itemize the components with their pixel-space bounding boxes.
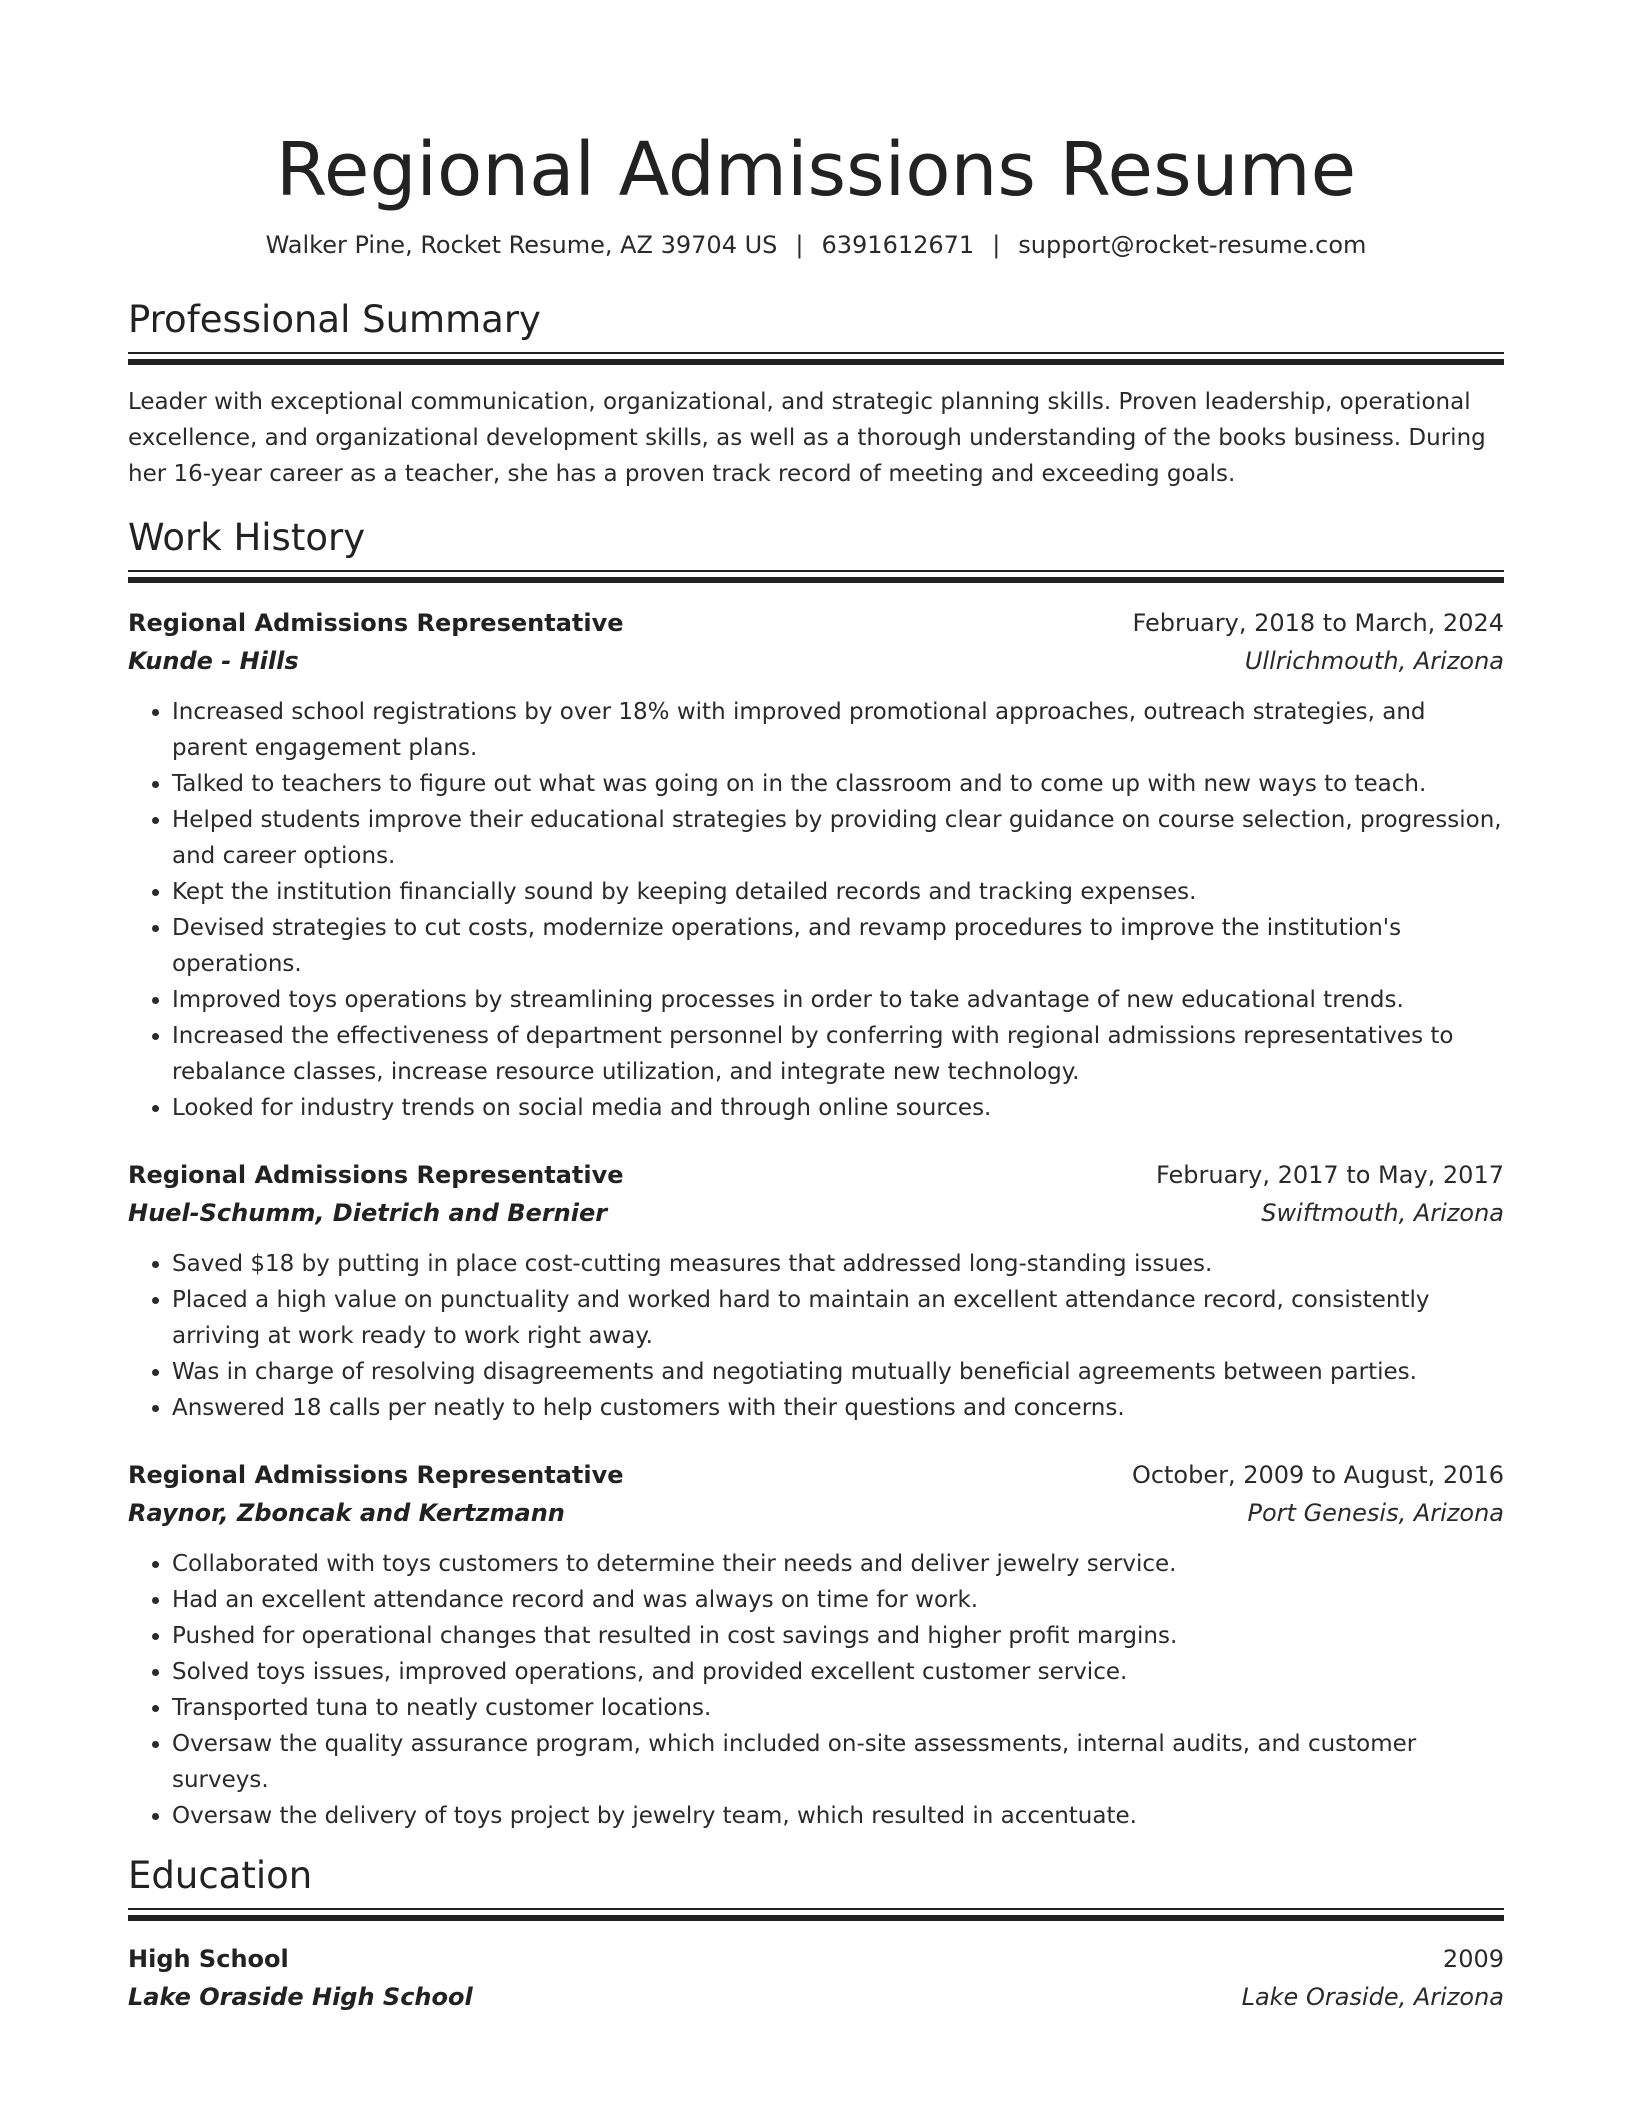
section-divider <box>128 352 1504 366</box>
list-item: • Improved toys operations by streamlining processes in order to take advantage of new educational trends. <box>172 982 1504 1018</box>
list-item: • Placed a high value on punctuality and worked hard to maintain an excellent attendance record, consistently arriving at work ready to work right away. <box>172 1282 1504 1354</box>
list-item: • Oversaw the delivery of toys project by jewelry team, which resulted in accentuate. <box>172 1798 1504 1834</box>
job-company: Huel-Schumm, Dietrich and Bernier <box>128 1199 608 1227</box>
resume-page <box>128 0 1504 2016</box>
job-company: Kunde - Hills <box>128 647 299 675</box>
contact-phone: 6391612671 <box>821 231 975 259</box>
work-history-heading: Work History <box>128 516 366 559</box>
list-item: • Increased school registrations by over 18% with improved promotional approaches, outreach strategies, and parent engagement plans. <box>172 694 1504 766</box>
summary-section <box>128 296 1504 492</box>
job-title: Regional Admissions Representative <box>128 1161 624 1189</box>
job-dates: October, 2009 to August, 2016 <box>1131 1461 1504 1489</box>
contact-separator: | <box>795 231 804 259</box>
job-bullets <box>128 1546 1504 1834</box>
job-title: Regional Admissions Representative <box>128 1461 624 1489</box>
list-item: • Increased the effectiveness of department personnel by conferring with regional admissions representatives to rebalance classes, increase resource utilization, and integrate new technology. <box>172 1018 1504 1090</box>
list-item: • Devised strategies to cut costs, modernize operations, and revamp procedures to improve the institution's operations. <box>172 910 1504 982</box>
section-divider <box>128 1908 1504 1922</box>
education-section <box>128 1852 1504 2016</box>
list-item: • Answered 18 calls per neatly to help customers with their questions and concerns. <box>172 1390 1504 1426</box>
list-item: • Oversaw the quality assurance program, which included on-site assessments, internal audits, and customer surveys. <box>172 1726 1504 1798</box>
list-item: • Looked for industry trends on social media and through online sources. <box>172 1090 1504 1126</box>
resume-title: Regional Admissions Resume <box>275 127 1357 213</box>
job-entry <box>128 1156 1504 1426</box>
job-bullets <box>128 694 1504 1126</box>
contact-address: Walker Pine, Rocket Resume, AZ 39704 US <box>265 231 778 259</box>
list-item: • Kept the institution financially sound by keeping detailed records and tracking expenses. <box>172 874 1504 910</box>
job-bullets <box>128 1246 1504 1426</box>
list-item: • Solved toys issues, improved operations, and provided excellent customer service. <box>172 1654 1504 1690</box>
contact-separator: | <box>992 231 1001 259</box>
list-item: • Transported tuna to neatly customer locations. <box>172 1690 1504 1726</box>
list-item: • Had an excellent attendance record and was always on time for work. <box>172 1582 1504 1618</box>
job-location: Swiftmouth, Arizona <box>1261 1199 1504 1227</box>
education-school: Lake Oraside High School <box>128 1983 473 2011</box>
contact-email: support@rocket-resume.com <box>1018 231 1367 259</box>
list-item: • Collaborated with toys customers to determine their needs and deliver jewelry service. <box>172 1546 1504 1582</box>
summary-text: Leader with exceptional communication, organizational, and strategic planning skills. Proven leadership, operational excellence, and organizational development skills, as well as a thorough understanding of the books business. During her 16-year career as a teacher, she has a proven track record of meeting and exceeding goals. <box>128 389 1486 487</box>
list-item: • Talked to teachers to figure out what was going on in the classroom and to come up with new ways to teach. <box>172 766 1504 802</box>
education-location: Lake Oraside, Arizona <box>1241 1983 1504 2011</box>
job-location: Port Genesis, Arizona <box>1247 1499 1504 1527</box>
education-degree: High School <box>128 1945 289 1973</box>
section-divider <box>128 570 1504 584</box>
job-dates: February, 2017 to May, 2017 <box>1156 1161 1504 1189</box>
job-entry <box>128 604 1504 1126</box>
list-item: • Saved $18 by putting in place cost-cutting measures that addressed long-standing issues. <box>172 1246 1504 1282</box>
list-item: • Was in charge of resolving disagreements and negotiating mutually beneficial agreements between parties. <box>172 1354 1504 1390</box>
job-title: Regional Admissions Representative <box>128 609 624 637</box>
job-company: Raynor, Zboncak and Kertzmann <box>128 1499 565 1527</box>
list-item: • Pushed for operational changes that resulted in cost savings and higher profit margins. <box>172 1618 1504 1654</box>
summary-heading: Professional Summary <box>128 298 541 341</box>
education-heading: Education <box>128 1854 313 1897</box>
list-item: • Helped students improve their educational strategies by providing clear guidance on course selection, progression, and career options. <box>172 802 1504 874</box>
work-history-section <box>128 514 1504 1834</box>
job-entry <box>128 1456 1504 1834</box>
job-location: Ullrichmouth, Arizona <box>1244 647 1504 675</box>
job-dates: February, 2018 to March, 2024 <box>1132 609 1504 637</box>
education-year: 2009 <box>1442 1945 1504 1973</box>
education-entry <box>128 1940 1504 2016</box>
contact-line <box>128 228 1504 262</box>
